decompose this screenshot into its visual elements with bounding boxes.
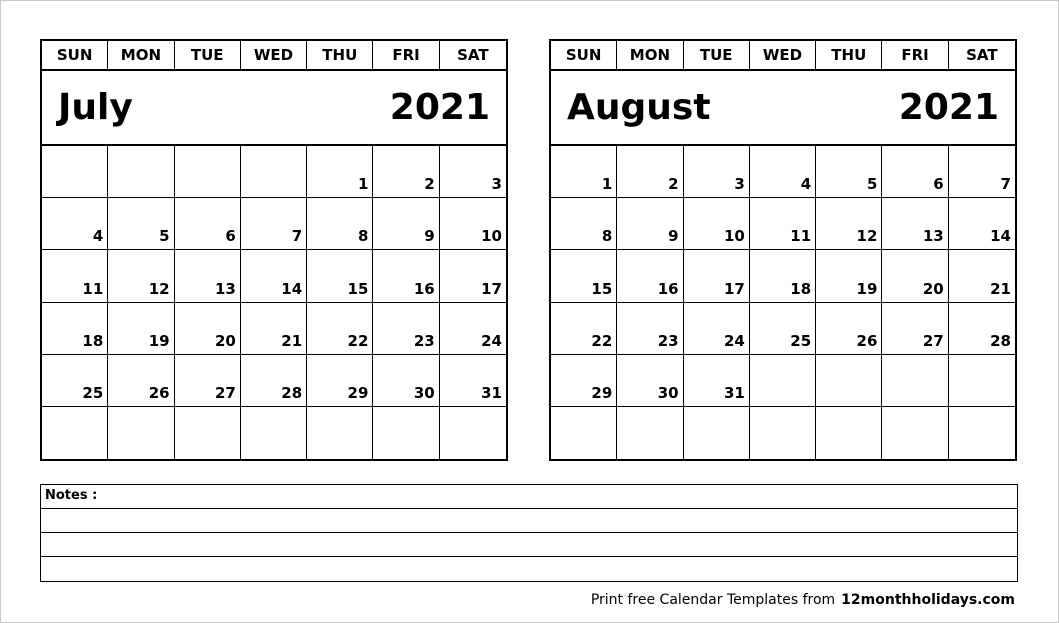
day-number: 16 bbox=[657, 279, 679, 298]
day-number: 23 bbox=[657, 331, 679, 350]
day-number: 25 bbox=[790, 331, 812, 350]
day-number: 15 bbox=[347, 279, 369, 298]
year-label: 2021 bbox=[389, 87, 490, 128]
day-cell bbox=[551, 355, 617, 407]
month-title-bar bbox=[42, 71, 506, 146]
day-cell bbox=[42, 407, 108, 459]
weekday-label: SUN bbox=[551, 41, 617, 69]
day-cell bbox=[241, 355, 307, 407]
day-cell bbox=[949, 198, 1015, 250]
day-number: 27 bbox=[922, 331, 944, 350]
day-cell bbox=[373, 146, 439, 198]
day-cell bbox=[949, 303, 1015, 355]
footer-site-link[interactable]: 12monthholidays.com bbox=[841, 592, 1015, 608]
day-cell bbox=[42, 303, 108, 355]
day-cell bbox=[684, 303, 750, 355]
day-cell bbox=[949, 146, 1015, 198]
day-cell bbox=[750, 146, 816, 198]
day-number: 26 bbox=[856, 331, 878, 350]
day-cell bbox=[440, 250, 506, 302]
day-cell bbox=[108, 303, 174, 355]
day-cell bbox=[816, 250, 882, 302]
day-number: 24 bbox=[481, 331, 502, 350]
day-cell bbox=[108, 250, 174, 302]
day-cell bbox=[175, 250, 241, 302]
weekday-label: SAT bbox=[457, 46, 489, 64]
day-number: 23 bbox=[413, 331, 435, 350]
day-cell bbox=[175, 198, 241, 250]
day-number: 11 bbox=[790, 227, 812, 246]
day-cell bbox=[882, 407, 948, 459]
day-cell bbox=[551, 407, 617, 459]
day-cell bbox=[373, 250, 439, 302]
month-name: August bbox=[567, 87, 711, 128]
day-cell bbox=[42, 198, 108, 250]
day-number: 8 bbox=[601, 227, 613, 246]
day-number: 6 bbox=[225, 227, 236, 246]
day-cell bbox=[816, 355, 882, 407]
day-number: 1 bbox=[357, 175, 369, 194]
day-cell bbox=[175, 146, 241, 198]
day-cell bbox=[440, 407, 506, 459]
day-cell bbox=[882, 355, 948, 407]
day-number: 18 bbox=[790, 279, 812, 298]
day-cell bbox=[816, 407, 882, 459]
notes-line[interactable] bbox=[41, 509, 1017, 533]
day-number: 5 bbox=[159, 227, 170, 246]
day-number: 13 bbox=[922, 227, 944, 246]
day-cell bbox=[373, 198, 439, 250]
day-number: 28 bbox=[990, 331, 1011, 350]
day-cell bbox=[307, 303, 373, 355]
day-number: 22 bbox=[347, 331, 369, 350]
day-cell bbox=[617, 407, 683, 459]
weekday-label: TUE bbox=[684, 41, 750, 69]
notes-line[interactable] bbox=[41, 557, 1017, 581]
day-cell bbox=[175, 355, 241, 407]
day-cell bbox=[684, 250, 750, 302]
day-cell bbox=[42, 250, 108, 302]
day-cell bbox=[551, 250, 617, 302]
weekday-label: FRI bbox=[882, 41, 948, 69]
day-cell bbox=[882, 303, 948, 355]
day-number: 19 bbox=[856, 279, 878, 298]
day-grid bbox=[42, 146, 506, 459]
day-number: 6 bbox=[933, 175, 944, 194]
notes-line[interactable] bbox=[41, 533, 1017, 557]
footer-text: Print free Calendar Templates from bbox=[590, 592, 836, 608]
day-cell bbox=[949, 250, 1015, 302]
day-cell bbox=[241, 250, 307, 302]
day-number: 13 bbox=[214, 279, 236, 298]
weekday-label: SAT bbox=[966, 46, 998, 64]
july-calendar bbox=[40, 39, 508, 461]
day-cell bbox=[241, 198, 307, 250]
day-number: 24 bbox=[723, 331, 745, 350]
day-cell bbox=[440, 355, 506, 407]
weekday-header bbox=[42, 41, 506, 71]
day-number: 4 bbox=[92, 227, 104, 246]
weekday-label: WED bbox=[241, 41, 307, 69]
day-number: 10 bbox=[723, 227, 745, 246]
day-number: 31 bbox=[723, 383, 745, 402]
day-number: 3 bbox=[734, 175, 745, 194]
day-cell bbox=[108, 355, 174, 407]
day-cell bbox=[241, 146, 307, 198]
day-cell bbox=[684, 198, 750, 250]
day-cell bbox=[750, 303, 816, 355]
day-number: 16 bbox=[413, 279, 435, 298]
day-number: 14 bbox=[990, 227, 1011, 246]
day-cell bbox=[617, 250, 683, 302]
day-number: 9 bbox=[424, 227, 435, 246]
day-cell bbox=[750, 198, 816, 250]
day-number: 2 bbox=[424, 175, 435, 194]
weekday-label: MON bbox=[617, 41, 683, 69]
day-cell bbox=[617, 146, 683, 198]
day-cell bbox=[882, 198, 948, 250]
day-cell bbox=[373, 355, 439, 407]
day-cell bbox=[816, 198, 882, 250]
weekday-label: WED bbox=[750, 41, 816, 69]
day-cell bbox=[750, 355, 816, 407]
notes-box bbox=[40, 484, 1018, 582]
day-cell bbox=[241, 407, 307, 459]
day-cell bbox=[307, 146, 373, 198]
day-cell bbox=[684, 355, 750, 407]
day-cell bbox=[373, 303, 439, 355]
day-number: 7 bbox=[291, 227, 303, 246]
day-number: 30 bbox=[413, 383, 435, 402]
weekday-label: TUE bbox=[175, 41, 241, 69]
day-number: 15 bbox=[591, 279, 613, 298]
day-cell bbox=[241, 303, 307, 355]
day-number: 30 bbox=[657, 383, 679, 402]
day-cell bbox=[307, 355, 373, 407]
day-cell bbox=[617, 355, 683, 407]
day-number: 4 bbox=[800, 175, 812, 194]
year-label: 2021 bbox=[898, 87, 999, 128]
month-name: July bbox=[58, 87, 133, 128]
day-number: 2 bbox=[668, 175, 679, 194]
day-number: 20 bbox=[214, 331, 236, 350]
day-cell bbox=[42, 355, 108, 407]
day-number: 28 bbox=[281, 383, 303, 402]
day-grid bbox=[551, 146, 1015, 459]
day-cell bbox=[440, 146, 506, 198]
august-calendar bbox=[549, 39, 1017, 461]
day-number: 14 bbox=[281, 279, 303, 298]
day-number: 19 bbox=[148, 331, 170, 350]
day-cell bbox=[440, 303, 506, 355]
footer-credit bbox=[591, 592, 1015, 608]
day-cell bbox=[949, 407, 1015, 459]
day-cell bbox=[617, 303, 683, 355]
day-number: 29 bbox=[591, 383, 613, 402]
day-cell bbox=[949, 355, 1015, 407]
day-number: 22 bbox=[591, 331, 613, 350]
weekday-label: SUN bbox=[42, 41, 108, 69]
day-number: 21 bbox=[990, 279, 1011, 298]
day-number: 9 bbox=[668, 227, 679, 246]
day-cell bbox=[175, 407, 241, 459]
day-number: 31 bbox=[481, 383, 502, 402]
day-cell bbox=[307, 198, 373, 250]
weekday-label: THU bbox=[816, 41, 882, 69]
day-number: 25 bbox=[82, 383, 104, 402]
day-cell bbox=[551, 146, 617, 198]
day-cell bbox=[551, 303, 617, 355]
day-number: 20 bbox=[922, 279, 944, 298]
day-number: 18 bbox=[82, 331, 104, 350]
weekday-label: THU bbox=[307, 41, 373, 69]
day-number: 17 bbox=[481, 279, 502, 298]
day-number: 27 bbox=[214, 383, 236, 402]
weekday-label: FRI bbox=[373, 41, 439, 69]
day-cell bbox=[108, 146, 174, 198]
day-cell bbox=[42, 146, 108, 198]
day-cell bbox=[108, 198, 174, 250]
day-cell bbox=[307, 407, 373, 459]
day-cell bbox=[882, 146, 948, 198]
day-cell bbox=[551, 198, 617, 250]
day-number: 11 bbox=[82, 279, 104, 298]
day-cell bbox=[684, 407, 750, 459]
day-number: 12 bbox=[856, 227, 878, 246]
day-number: 3 bbox=[491, 175, 502, 194]
day-cell bbox=[882, 250, 948, 302]
weekday-header bbox=[551, 41, 1015, 71]
day-number: 8 bbox=[357, 227, 369, 246]
day-cell bbox=[750, 407, 816, 459]
day-number: 21 bbox=[281, 331, 303, 350]
day-cell bbox=[440, 198, 506, 250]
day-number: 12 bbox=[148, 279, 170, 298]
day-cell bbox=[175, 303, 241, 355]
day-number: 10 bbox=[481, 227, 502, 246]
day-cell bbox=[816, 146, 882, 198]
day-number: 5 bbox=[866, 175, 878, 194]
day-number: 26 bbox=[148, 383, 170, 402]
notes-label: Notes : bbox=[41, 485, 1017, 509]
day-number: 7 bbox=[1000, 175, 1011, 194]
day-cell bbox=[373, 407, 439, 459]
weekday-label: MON bbox=[108, 41, 174, 69]
month-title-bar bbox=[551, 71, 1015, 146]
day-number: 17 bbox=[723, 279, 745, 298]
day-cell bbox=[684, 146, 750, 198]
day-number: 1 bbox=[601, 175, 613, 194]
day-cell bbox=[617, 198, 683, 250]
day-number: 29 bbox=[347, 383, 369, 402]
day-cell bbox=[750, 250, 816, 302]
day-cell bbox=[307, 250, 373, 302]
day-cell bbox=[108, 407, 174, 459]
day-cell bbox=[816, 303, 882, 355]
